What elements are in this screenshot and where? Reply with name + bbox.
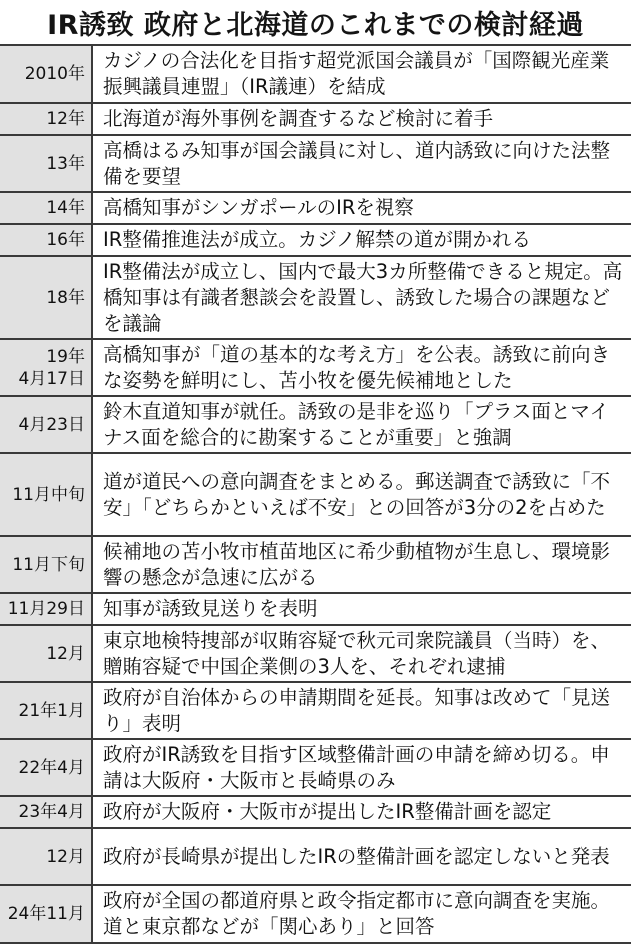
row-event: 道が道民への意向調査をまとめる。郵送調査で誘致に「不安」「どちらかといえば不安」との回答が3分の2を占めた bbox=[103, 469, 611, 519]
row-date: 21年1月 bbox=[0, 683, 93, 738]
row-event: 鈴木直道知事が就任。誘致の是非を巡り「プラス面とマイナス面を総合的に勘案することが重要」と強調 bbox=[103, 399, 610, 449]
page-title: IR誘致 政府と北海道のこれまでの検討経過 bbox=[47, 9, 584, 41]
row-event: 政府がIR誘致を目指す区域整備計画の申請を締め切る。申請は大阪府・大阪市と長崎県のみ bbox=[103, 742, 610, 792]
row-date: 22年4月 bbox=[0, 740, 93, 795]
row-date: 19年 4月17日 bbox=[0, 340, 93, 395]
row-date: 11月中旬 bbox=[0, 454, 93, 535]
timeline-row bbox=[0, 104, 631, 136]
row-event: 高橋知事がシンガポールのIRを視察 bbox=[103, 196, 414, 219]
row-event: カジノの合法化を目指す超党派国会議員が「国際観光産業振興議員連盟」（IR議連）を結成 bbox=[103, 49, 610, 98]
timeline-row bbox=[0, 740, 631, 797]
row-date: 16年 bbox=[0, 225, 93, 255]
timeline-row bbox=[0, 397, 631, 454]
row-date: 11月下旬 bbox=[0, 537, 93, 592]
timeline-row bbox=[0, 193, 631, 225]
row-event: 政府が長崎県が提出したIRの整備計画を認定しないと発表 bbox=[103, 844, 610, 868]
row-event: 政府が自治体からの申請期間を延長。知事は改めて「見送り」表明 bbox=[103, 685, 611, 735]
row-date: 13年 bbox=[0, 136, 93, 191]
timeline-row bbox=[0, 225, 631, 257]
row-event: 東京地検特捜部が収賄容疑で秋元司衆院議員（当時）を、贈賄容疑で中国企業側の3人を、それぞれ逮捕 bbox=[103, 628, 611, 678]
row-event: 候補地の苫小牧市植苗地区に希少動植物が生息し、環境影響の懸念が急速に広がる bbox=[103, 539, 611, 589]
row-date: 23年4月 bbox=[0, 797, 93, 827]
row-event: 高橋はるみ知事が国会議員に対し、道内誘致に向けた法整備を要望 bbox=[103, 138, 611, 188]
timeline-row bbox=[0, 797, 631, 829]
timeline-row bbox=[0, 340, 631, 397]
row-event: 北海道が海外事例を調査するなど検討に着手 bbox=[103, 107, 494, 130]
timeline-table bbox=[0, 44, 631, 944]
row-event: 知事が誘致見送りを表明 bbox=[103, 597, 318, 620]
timeline-row bbox=[0, 626, 631, 683]
row-date: 2010年 bbox=[0, 46, 93, 102]
timeline-row bbox=[0, 537, 631, 594]
row-date: 12月 bbox=[0, 829, 93, 884]
row-event: IR整備法が成立し、国内で最大3カ所整備できると規定。高橋知事は有識者懇談会を設置し、誘致した場合の課題などを議論 bbox=[103, 259, 623, 335]
row-date: 24年11月 bbox=[0, 886, 93, 942]
row-date: 14年 bbox=[0, 193, 93, 223]
row-date: 12月 bbox=[0, 626, 93, 681]
row-date: 11月29日 bbox=[0, 594, 93, 624]
row-event: IR整備推進法が成立。カジノ解禁の道が開かれる bbox=[103, 228, 532, 251]
row-date: 12年 bbox=[0, 104, 93, 134]
row-event: 高橋知事が「道の基本的な考え方」を公表。誘致に前向きな姿勢を鮮明にし、苫小牧を優先候補地とした bbox=[103, 342, 611, 392]
row-date: 18年 bbox=[0, 257, 93, 338]
timeline-row bbox=[0, 454, 631, 537]
timeline-row bbox=[0, 594, 631, 626]
timeline-row bbox=[0, 46, 631, 104]
row-date: 4月23日 bbox=[0, 397, 93, 452]
timeline-row bbox=[0, 136, 631, 193]
row-event: 政府が全国の都道府県と政令指定都市に意向調査を実施。道と東京都などが「関心あり」と回答 bbox=[103, 889, 611, 938]
row-event: 政府が大阪府・大阪市が提出したIR整備計画を認定 bbox=[103, 800, 552, 823]
timeline-row bbox=[0, 829, 631, 886]
timeline-row bbox=[0, 257, 631, 340]
timeline-row bbox=[0, 886, 631, 944]
timeline-row bbox=[0, 683, 631, 740]
